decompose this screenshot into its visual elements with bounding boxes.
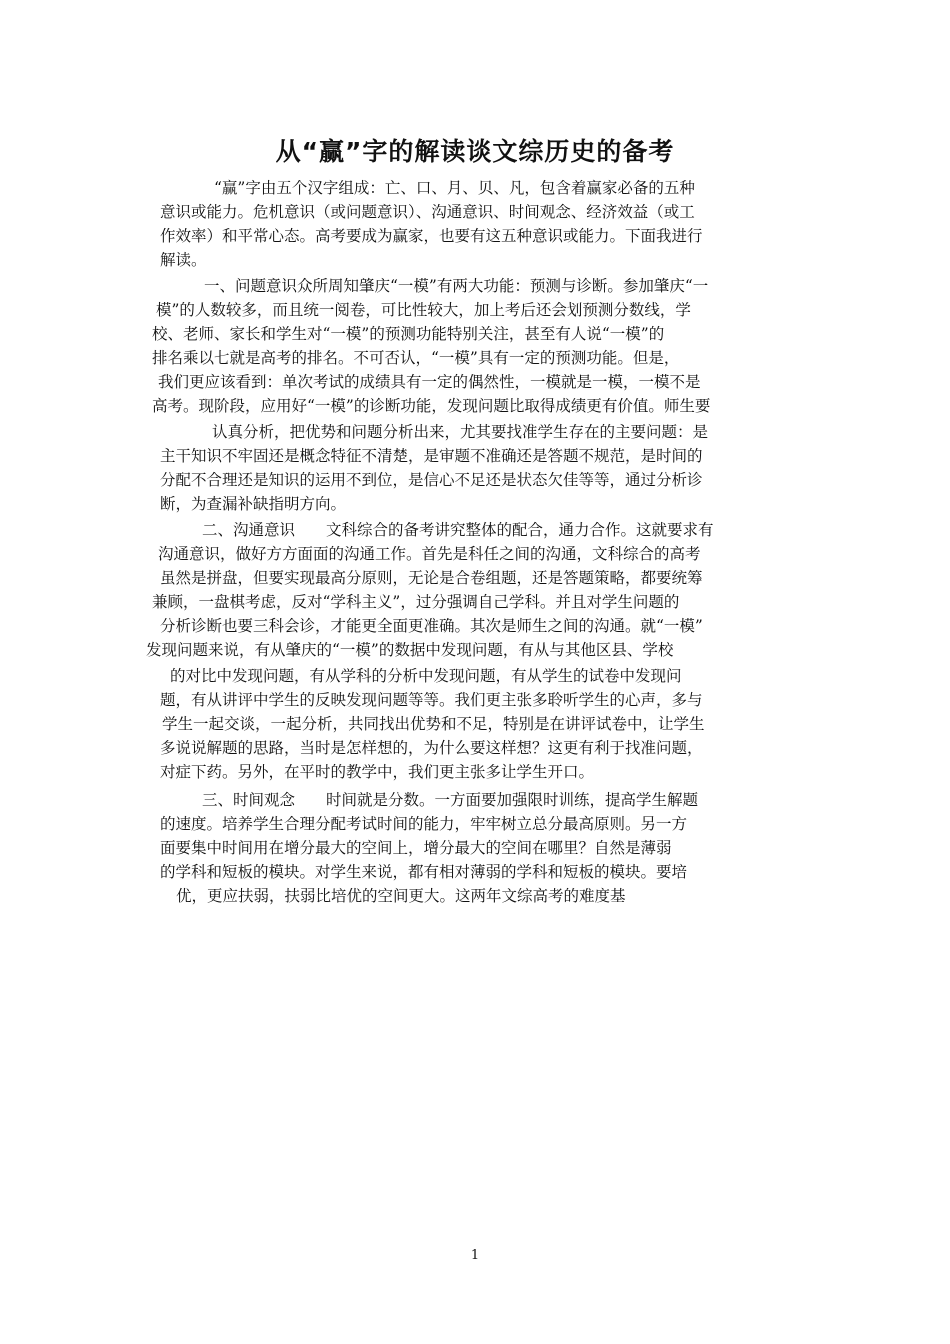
paragraph-line: 对症下药。另外，在平时的教学中，我们更主张多让学生开口。 (160, 763, 595, 781)
paragraph-line: 二、沟通意识 文科综合的备考讲究整体的配合，通力合作。这就要求有 (202, 521, 714, 539)
paragraph-line: 面要集中时间用在增分最大的空间上，增分最大的空间在哪里？自然是薄弱 (160, 839, 672, 857)
paragraph-line: 虽然是拼盘，但要实现最高分原则，无论是合卷组题，还是答题策略，都要统筹 (160, 569, 703, 587)
paragraph-line: 学生一起交谈，一起分析，共同找出优势和不足，特别是在讲评试卷中，让学生 (162, 715, 705, 733)
paragraph-line: 三、时间观念 时间就是分数。一方面要加强限时训练，提高学生解题 (202, 791, 699, 809)
paragraph-line: 一、问题意识众所周知肇庆“一模”有两大功能：预测与诊断。参加肇庆“一 (204, 277, 709, 295)
paragraph-line: 分配不合理还是知识的运用不到位，是信心不足还是状态欠佳等等，通过分析诊 (160, 471, 703, 489)
paragraph-line: 的速度。培养学生合理分配考试时间的能力，牢牢树立总分最高原则。另一方 (160, 815, 688, 833)
paragraph-line: 发现问题来说，有从肇庆的“一模”的数据中发现问题，有从与其他区县、学校 (146, 641, 674, 659)
paragraph-line: 的学科和短板的模块。对学生来说，都有相对薄弱的学科和短板的模块。要培 (160, 863, 688, 881)
paragraph-line: 分析诊断也要三科会诊，才能更全面更准确。其次是师生之间的沟通。就“一模” (160, 617, 703, 635)
paragraph-line: 高考。现阶段，应用好“一模”的诊断功能，发现问题比取得成绩更有价值。师生要 (152, 397, 711, 415)
paragraph-line: 沟通意识，做好方方面面的沟通工作。首先是科任之间的沟通，文科综合的高考 (158, 545, 701, 563)
paragraph-line: 主干知识不牢固还是概念特征不清楚，是审题不准确还是答题不规范，是时间的 (160, 447, 703, 465)
paragraph-line: 兼顾，一盘棋考虑，反对“学科主义”，过分强调自己学科。并且对学生问题的 (152, 593, 680, 611)
page-number: 1 (470, 1248, 480, 1263)
paragraph-line: 多说说解题的思路，当时是怎样想的，为什么要这样想？这更有利于找准问题， (160, 739, 703, 757)
paragraph-line: 断，为查漏补缺指明方向。 (160, 495, 347, 513)
paragraph-line: 优，更应扶弱，扶弱比培优的空间更大。这两年文综高考的难度基 (176, 887, 626, 905)
paragraph-line: 作效率）和平常心态。高考要成为赢家，也要有这五种意识或能力。下面我进行 (160, 227, 703, 245)
paragraph-line: 解读。 (160, 251, 207, 269)
document-title: 从“赢”字的解读谈文综历史的备考 (275, 137, 675, 166)
paragraph-line: 意识或能力。危机意识（或问题意识）、沟通意识、时间观念、经济效益（或工 (160, 203, 695, 221)
paragraph-line: 我们更应该看到：单次考试的成绩具有一定的偶然性，一模就是一模，一模不是 (158, 373, 701, 391)
paragraph-line: 认真分析，把优势和问题分析出来，尤其要找准学生存在的主要问题：是 (212, 423, 709, 441)
paragraph-line: 模”的人数较多，而且统一阅卷，可比性较大，加上考后还会划预测分数线，学 (156, 301, 691, 319)
paragraph-line: 校、老师、家长和学生对“一模”的预测功能特别关注，甚至有人说“一模”的 (152, 325, 665, 343)
paragraph-line: 排名乘以七就是高考的排名。不可否认，“一模”具有一定的预测功能。但是， (152, 349, 680, 367)
paragraph-line: “赢”字由五个汉字组成：亡、口、月、贝、凡，包含着赢家必备的五种 (214, 179, 695, 197)
paragraph-line: 题，有从讲评中学生的反映发现问题等等。我们更主张多聆听学生的心声，多与 (160, 691, 703, 709)
paragraph-line: 的对比中发现问题，有从学科的分析中发现问题，有从学生的试卷中发现问 (170, 667, 682, 685)
